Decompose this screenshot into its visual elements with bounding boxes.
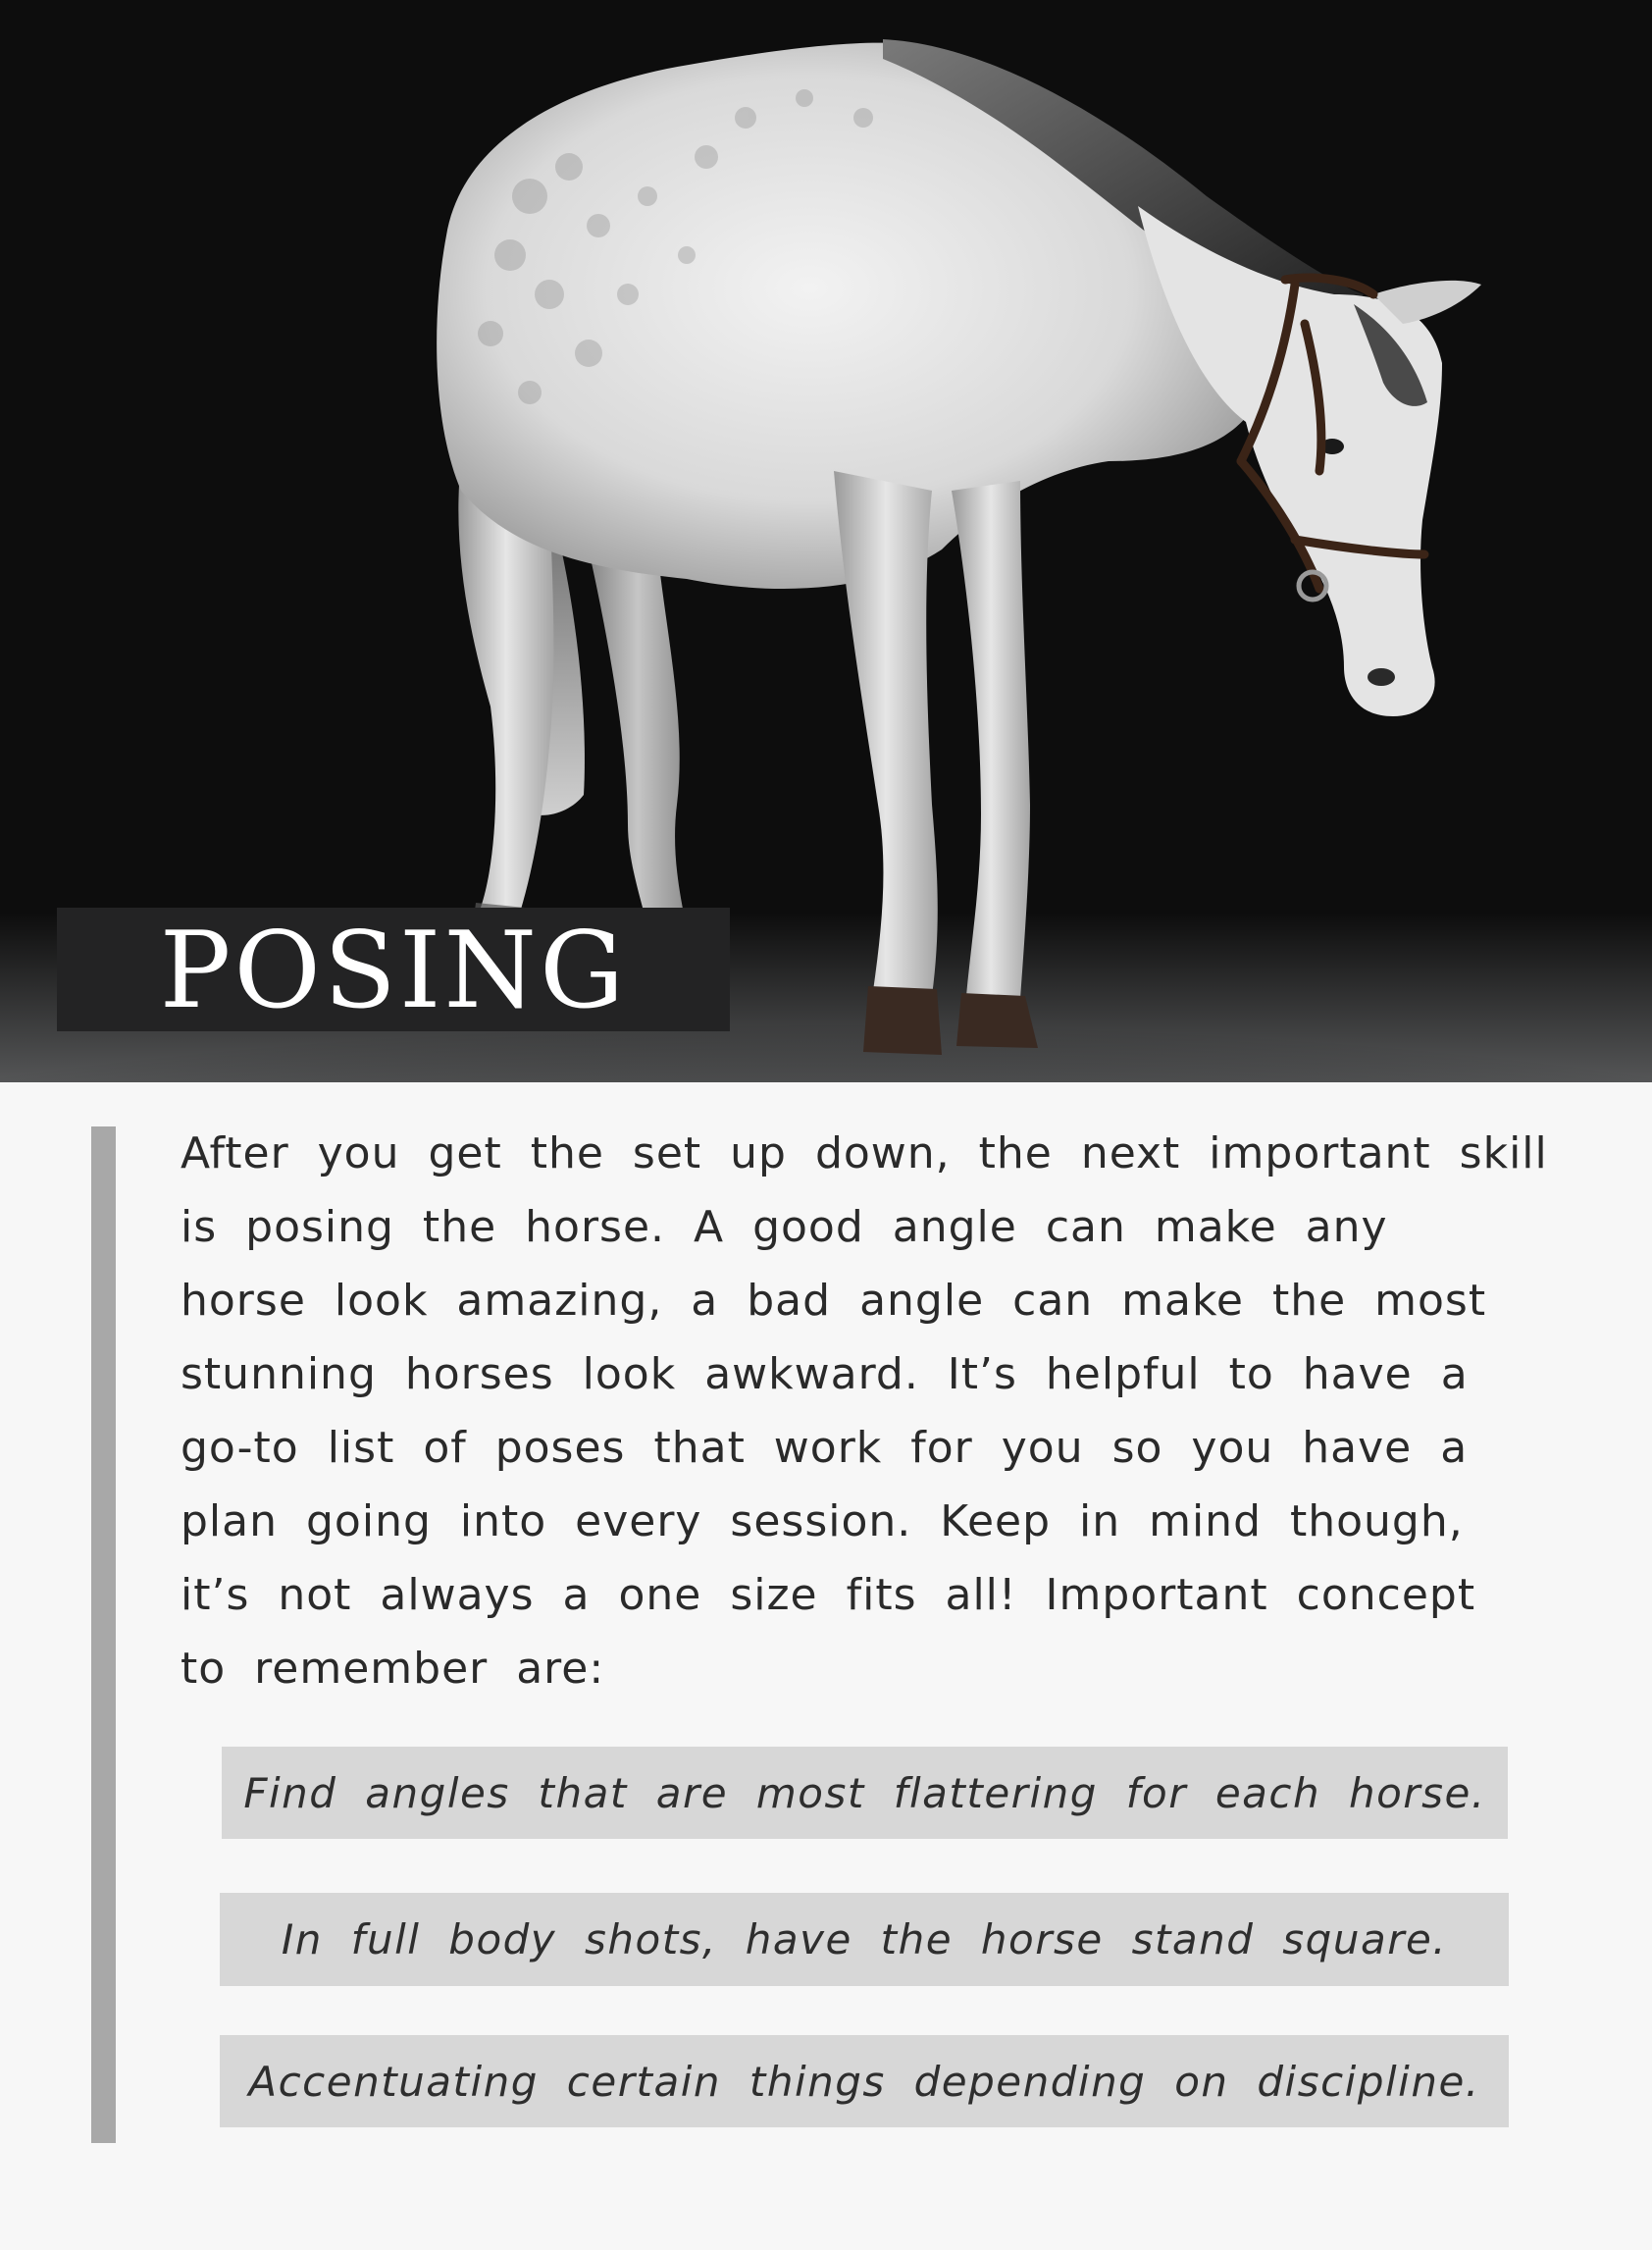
title-banner [57,908,730,1031]
paragraph-line: it’s not always a one size fits all! Important concept [181,1570,1476,1620]
paragraph-line: is posing the horse. A good angle can make any [181,1202,1388,1252]
hero-horse-photo [0,0,1652,1082]
tip-callout-discipline: Accentuating certain things depending on discipline. [220,2035,1509,2127]
paragraph-line: go-to list of poses that work for you so you have a [181,1423,1469,1473]
tip-callout-stand-square: In full body shots, have the horse stand square. [220,1893,1509,1986]
page-title: POSING [159,910,628,1032]
body-paragraph [181,1117,1564,1705]
paragraph-line: plan going into every session. Keep in mind though, [181,1496,1464,1546]
paragraph-line: horse look amazing, a bad angle can make the most [181,1276,1487,1326]
tip-callout-angles: Find angles that are most flattering for each horse. [222,1747,1508,1839]
paragraph-line: to remember are: [181,1644,605,1694]
accent-side-bar [91,1126,116,2143]
paragraph-line: After you get the set up down, the next important skill [181,1128,1548,1178]
paragraph-line: stunning horses look awkward. It’s helpful to have a [181,1349,1469,1399]
